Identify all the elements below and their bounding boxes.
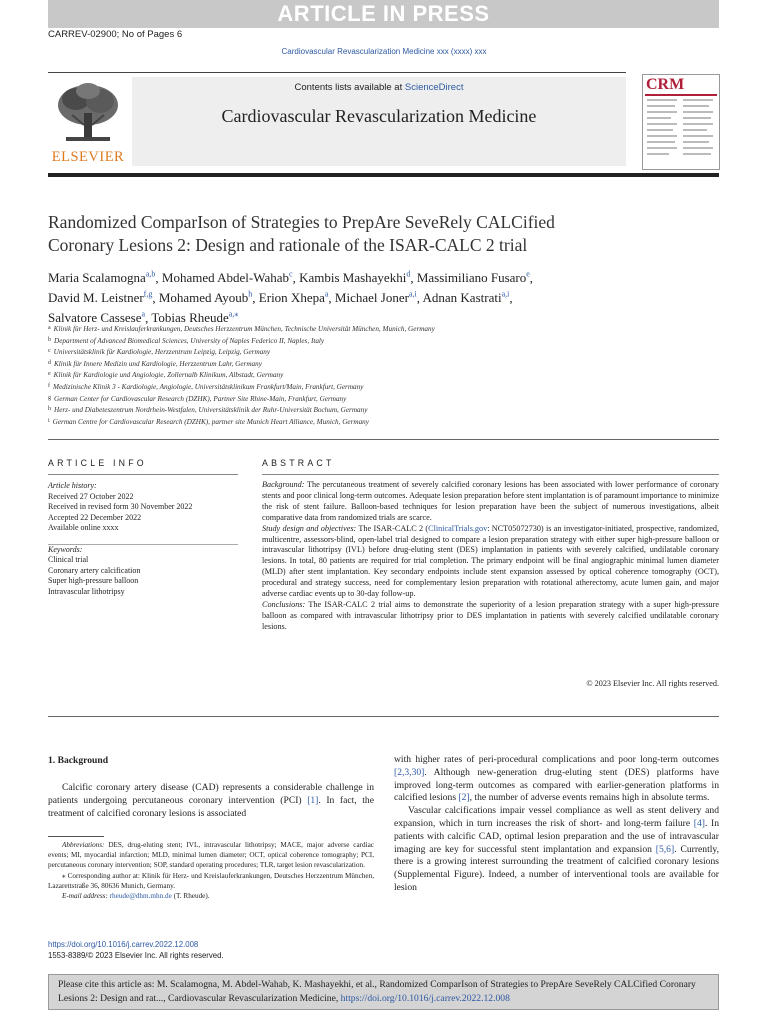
section-rule bbox=[48, 439, 719, 440]
history-label: Article history: bbox=[48, 481, 97, 490]
author[interactable]: Massimiliano Fusaro$^e$ bbox=[416, 270, 530, 286]
abstract-conclusions: Conclusions: The ISAR-CALC 2 trial aims to demonstrate the superiority of a lesion preparation strategy with a super high-pressure balloon as compared with intravascular lithotripsy prior to DES implantation in patients with severely calcified undilatable coronary lesions. bbox=[262, 599, 719, 631]
email-footnote: E-mail address: rheude@dhm.mhn.de (T. Rheude). bbox=[62, 892, 210, 901]
cover-contents-lines bbox=[647, 99, 715, 165]
clinicaltrials-link[interactable]: ClinicalTrials.gov bbox=[428, 523, 488, 533]
elsevier-logo[interactable] bbox=[48, 79, 128, 165]
citation-doi-link[interactable]: https://doi.org/10.1016/j.carrev.2022.12.008 bbox=[340, 992, 510, 1004]
keyword[interactable]: Intravascular lithotripsy bbox=[48, 586, 125, 596]
history-item: Available online xxxx bbox=[48, 523, 119, 532]
keyword[interactable]: Clinical trial bbox=[48, 555, 89, 564]
reference-link[interactable]: [1] bbox=[307, 794, 319, 806]
section-heading: 1. Background bbox=[48, 755, 109, 766]
contents-prefix: Contents lists available at bbox=[294, 82, 405, 93]
history-item: Received 27 October 2022 bbox=[48, 491, 134, 501]
paper-title-line-1: Randomized ComparIson of Strategies to PrepAre SeveRely CALCified bbox=[48, 212, 555, 232]
journal-title: Cardiovascular Revascularization Medicine bbox=[221, 106, 537, 126]
keywords-label: Keywords: bbox=[48, 544, 83, 554]
keyword[interactable]: Super high-pressure balloon bbox=[48, 576, 139, 585]
history-item: Received in revised form 30 November 2022 bbox=[48, 502, 193, 511]
reference-link[interactable]: [4] bbox=[693, 817, 705, 829]
reference-link[interactable]: [5,6] bbox=[655, 843, 675, 855]
affiliation-item: $^c$ Universitätsklinik für Kardiologie, Herzzentrum Leipzig, Leipzig, Germany bbox=[48, 348, 271, 357]
citation-text: Please cite this article as: M. Scalamogna, M. Abdel-Wahab, K. Mashayekhi, et al., Randomized ComparIson of Strategies to PrepAre SeveRely CALCified Coronary Lesions 2: Design and rat..., Cardiovascular Revascularization Medicine, https://doi.org/10.1016/j.carrev.2022.12.008 bbox=[58, 979, 696, 1004]
footnote-rule bbox=[48, 836, 104, 837]
author[interactable]: Erion Xhepa$^a$ bbox=[258, 289, 329, 306]
affiliations bbox=[48, 323, 718, 427]
article-info-heading: ARTICLE INFO bbox=[48, 458, 147, 468]
author-list: Maria Scalamogna$^{a,b}$, Mohamed Abdel-Wahab$^c$, Kambis Mashayekhi$^d$, Massimiliano Fusaro$^e$, David M. Leistner$^{f,g}$, Mohamed Ayoub$^h$, Erion Xhepa$^a$, Michael Joner$^{a,i}$, Adnan Kastrati$^{a,i}$, Salvatore Cassese$^a$, Tobias Rheude$^{a,⁎}$ bbox=[48, 270, 534, 325]
journal-reference-link[interactable]: Cardiovascular Revascularization Medicine xxx (xxxx) xxx bbox=[281, 47, 487, 56]
sciencedirect-link[interactable]: ScienceDirect bbox=[404, 82, 464, 93]
author[interactable]: Mohamed Ayoub$^h$ bbox=[158, 289, 253, 306]
abstract-design: Study design and objectives: The ISAR-CALC 2 (ClinicalTrials.gov: NCT05072730) is an investigator-initiated, prospective, randomized, multicentre, assessors-blind, open-label trial designed to compare a lesion preparation strategy with either super high-pressure balloon or intravascular lithotripsy (IVL) before drug-eluting stent (DES) implantation in patients with severely calcified, undilatable coronary lesions. In total, 80 patients are required for trial completion. The primary endpoint will be final angiographic minimal lumen diameter (MLD) after stent implantation. Key secondary endpoints include stent expansion assessed by optical coherence tomography (OCT), procedural and strategy success, need for complementary lesion preparation with rotational atherectomy, acute lumen gain, and major adverse cardiac events up to 30-day follow-up. bbox=[262, 523, 720, 599]
section-rule bbox=[48, 716, 719, 717]
article-info-divider bbox=[48, 544, 238, 545]
email-link[interactable]: rheude@dhm.mhn.de bbox=[109, 892, 172, 901]
cover-logo-text: CRM bbox=[646, 76, 685, 93]
article-id: CARREV-02900; No of Pages 6 bbox=[48, 29, 183, 40]
abbreviations-footnote: Abbreviations: DES, drug-eluting stent; IVL, intravascular lithotripsy; MACE, major adverse cardiac events; MI, myocardial infarction; MLD, minimal lumen diameter; OCT, optical coherence tomography; PCI, percutaneous coronary intervention; SOP, standard operating procedures; TLR, target lesion revascularization. bbox=[48, 841, 374, 870]
paper-title-line-2: Coronary Lesions 2: Design and rationale of the ISAR-CALC 2 trial bbox=[48, 235, 528, 255]
doi-link[interactable]: https://doi.org/10.1016/j.carrev.2022.12.008 bbox=[48, 940, 199, 949]
affiliation-item: $^i$ German Centre for Cardiovascular Research (DZHK), partner site Munich Heart Alliance, Munich, Germany bbox=[48, 417, 369, 426]
elsevier-wordmark: ELSEVIER bbox=[51, 149, 125, 165]
author[interactable]: Salvatore Cassese$^a$ bbox=[48, 309, 146, 325]
abstract-rule bbox=[262, 474, 719, 475]
contents-line bbox=[132, 82, 626, 93]
paper-title bbox=[48, 211, 708, 257]
author[interactable]: Kambis Mashayekhi$^d$ bbox=[299, 270, 411, 286]
footnotes bbox=[48, 840, 374, 901]
affiliation-item: $^b$ Department of Advanced Biomedical Sciences, University of Naples Federico II, Naples, Italy bbox=[48, 336, 325, 345]
body-paragraph: Vascular calcifications impair vessel compliance as well as stent delivery and expansion, which in turn increases the risk of short- and long-term failure [4]. In patients with calcific CAD, optimal lesion preparation and the use of intravascular imaging are key for successful stent implantation and expansion [5,6]. Currently, there is a growing interest surrounding the treatment of calcified coronary lesions (Supplemental Figure). Indeed, a number of interventional tools are available for lesion bbox=[394, 805, 719, 893]
body-paragraph: with higher rates of peri-procedural complications and poor long-term outcomes [2,3,30]. Although new-generation drug-eluting stent (DES) platforms have improved long-term outcomes as compared with earlier-generation platforms in calcified lesions [2], the number of adverse events remains high in absolute terms. bbox=[394, 754, 719, 804]
affiliation-item: $^f$ Medizinische Klinik 3 - Kardiologie, Angiologie, Universitätsklinikum Frankfurt/Main, Frankfurt, Germany bbox=[48, 382, 364, 391]
keyword[interactable]: Coronary artery calcification bbox=[48, 565, 141, 575]
author[interactable]: Tobias Rheude$^{a,⁎}$ bbox=[151, 309, 239, 325]
author[interactable]: David M. Leistner$^{f,g}$ bbox=[48, 289, 153, 306]
doi-block bbox=[48, 940, 224, 961]
author[interactable]: Mohamed Abdel-Wahab$^c$ bbox=[161, 270, 293, 286]
body-paragraph: Calcific coronary artery disease (CAD) represents a considerable challenge in patients undergoing percutaneous coronary intervention (PCI) [1]. In fact, the treatment of calcified coronary lesions is associated bbox=[48, 782, 374, 819]
header-rule bbox=[48, 72, 626, 73]
history-item: Accepted 22 December 2022 bbox=[48, 512, 142, 522]
header-thick-rule bbox=[48, 173, 719, 177]
journal-cover-thumbnail[interactable] bbox=[642, 74, 720, 170]
reference-link[interactable]: [2] bbox=[458, 792, 470, 804]
body-right-column bbox=[394, 754, 719, 895]
affiliation-item: $^d$ Klinik für Innere Medizin und Kardiologie, Herzzentrum Lahr, Germany bbox=[48, 359, 262, 368]
abstract-background: Background: The percutaneous treatment of severely calcified coronary lesions has been associated with lower performance of coronary stents and poor clinical long-term outcomes. Adequate lesion preparation before stent implantation is of paramount importance to minimize the risk of stent failure. Balloon-based techniques for lesion preparation have been the subject of numerous investigations, albeit comparative data from randomized trials are scarce. bbox=[262, 480, 720, 522]
reference-link[interactable]: [2,3,30] bbox=[394, 766, 425, 778]
article-info bbox=[48, 481, 238, 597]
author[interactable]: Maria Scalamogna$^{a,b}$ bbox=[48, 270, 156, 286]
author[interactable]: Adnan Kastrati$^{a,i}$ bbox=[422, 289, 510, 306]
abstract-heading: ABSTRACT bbox=[262, 458, 335, 468]
article-info-rule bbox=[48, 474, 238, 475]
affiliation-item: $^e$ Klinik für Kardiologie und Angiologie, Zollernalb Klinikum, Albstadt, Germany bbox=[48, 371, 284, 380]
author[interactable]: Michael Joner$^{a,i}$ bbox=[334, 289, 417, 306]
abstract-copyright: © 2023 Elsevier Inc. All rights reserved. bbox=[586, 679, 719, 688]
corresponding-author-footnote: ⁎ Corresponding author at: Klinik für Herz- und Kreislauferkrankungen, Deutsches Herzzentrum München, Lazarettstraße 36, 80636 Munich, Germany. bbox=[48, 871, 374, 890]
affiliation-item: $^a$ Klinik für Herz- und Kreislauferkrankungen, Deutsches Herzzentrum München, Technische Universität München, Munich, Germany bbox=[48, 325, 435, 333]
affiliation-item: $^g$ German Center for Cardiovascular Research (DZHK), Partner Site Rhine-Main, Frankfurt, Germany bbox=[48, 394, 347, 403]
abstract-body bbox=[262, 480, 719, 633]
article-in-press-banner: ARTICLE IN PRESS bbox=[48, 0, 719, 28]
affiliation-item: $^h$ Herz- und Diabeteszentrum Nordrhein-Westfalen, Universitätsklinik der Ruhr-Universität Bochum, Germany bbox=[48, 406, 368, 415]
issn-line: 1553-8389/© 2023 Elsevier Inc. All rights reserved. bbox=[48, 950, 224, 960]
